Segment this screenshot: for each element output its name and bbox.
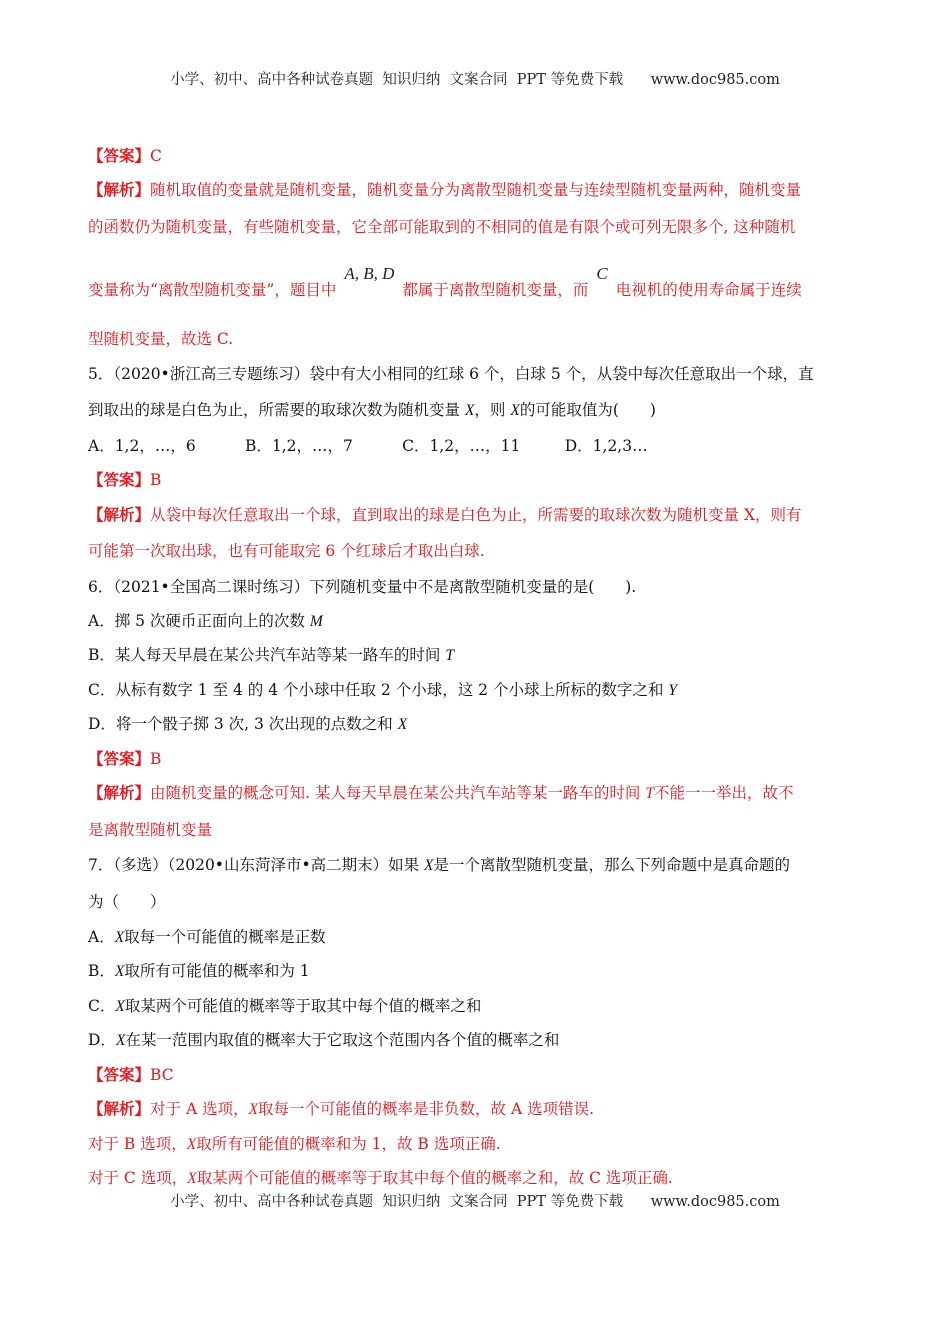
text-line (88, 399, 656, 422)
text-segment: 对于 B 选项， (88, 1135, 187, 1153)
section-label: 【解析】 (88, 783, 151, 802)
text-line (88, 748, 161, 770)
text-line (88, 854, 790, 877)
text-segment: 不能一一举出，故不 (653, 784, 794, 802)
text-segment: X (114, 929, 125, 946)
text-line (88, 891, 166, 913)
text-line (88, 179, 801, 201)
text-segment: ，则 (474, 401, 511, 419)
text-segment: 取每一个可能值的概率是正数 (124, 928, 326, 946)
text-segment: 5．（2020•浙江高三专题练习）袋中有大小相同的红球 6 个，白球 5 个，从袋中每次任意取出一个球，直 (88, 365, 814, 383)
text-line (88, 1167, 673, 1190)
text-segment: 都属于离散型随机变量，而 (402, 281, 589, 299)
text-line (88, 1133, 501, 1156)
text-line (88, 819, 212, 841)
section-label: 【答案】 (88, 1065, 151, 1084)
text-line (88, 679, 677, 702)
text-segment: 到取出的球是白色为止，所需要的取球次数为随机变量 (88, 401, 465, 419)
text-segment: 取某两个可能值的概率等于取其中每个值的概率之和 (124, 997, 482, 1015)
text-segment: C．从标有数字 1 至 4 的 4 个小球中任取 2 个小球，这 2 个小球上所标的数字之和 (88, 681, 669, 699)
text-segment: X (397, 716, 408, 733)
text-segment: A．1,2，…，6 B．1,2，…，7 C．1,2，…，11 D．1,2,3… (88, 437, 648, 455)
text-segment: C (150, 147, 162, 165)
text-segment: 随机取值的变量就是随机变量，随机变量分为离散型随机变量与连续型随机变量两种，随机变量 (150, 181, 802, 199)
section-label: 【答案】 (88, 146, 151, 165)
text-segment: 对于 A 选项， (150, 1100, 249, 1118)
text-line (88, 435, 648, 457)
text-line (88, 216, 795, 238)
text-segment: 取某两个可能值的概率等于取其中每个值的概率之和，故 C 选项正确. (196, 1169, 673, 1187)
text-line (88, 782, 793, 805)
text-segment: 可能第一次取出球，也有可能取完 6 个红球后才取出白球. (88, 542, 485, 560)
text-segment: D． (88, 1031, 116, 1049)
text-segment: A．掷 5 次硬币正面向上的次数 (88, 612, 310, 630)
text-segment: X (510, 402, 520, 419)
text-segment: 型随机变量，故选 C. (88, 330, 234, 348)
text-segment: 在某一范围内取值的概率大于它取这个范围内各个值的概率之和 (125, 1031, 560, 1049)
section-label: 【答案】 (88, 749, 151, 768)
text-line (88, 644, 454, 667)
text-segment: 的可能取值为( ) (519, 401, 656, 419)
math-expression: A, B, D (344, 264, 395, 283)
text-line (88, 926, 326, 949)
text-segment: T (445, 647, 454, 664)
text-segment: 是离散型随机变量 (88, 821, 213, 839)
text-line (88, 1098, 594, 1121)
text-segment: 对于 C 选项， (88, 1169, 188, 1187)
text-line (88, 145, 162, 167)
text-segment: 6．（2021•全国高二课时练习）下列随机变量中不是离散型随机变量的是( ). (88, 578, 637, 596)
text-segment: X (187, 1170, 197, 1187)
text-segment: 7．（多选）（2020•山东菏泽市•高二期末）如果 (88, 856, 425, 874)
text-segment: 电视机的使用寿命属于连续 (615, 281, 802, 299)
text-segment: 变量称为“离散型随机变量”，题目中 (88, 281, 337, 299)
text-segment: 取所有可能值的概率和为 1 (124, 962, 310, 980)
text-segment: X (115, 998, 125, 1015)
text-segment: B． (88, 962, 115, 980)
section-label: 【解析】 (88, 180, 151, 199)
text-segment: 是一个离散型随机变量，那么下列命题中是真命题的 (433, 856, 791, 874)
text-segment: T (645, 785, 654, 802)
text-line (88, 610, 323, 633)
text-segment: A． (88, 928, 115, 946)
text-line (88, 363, 814, 385)
math-expression: C (596, 264, 608, 283)
text-segment: 为（ ） (88, 893, 166, 911)
text-segment: X (186, 1136, 197, 1153)
text-segment: 取所有可能值的概率和为 1，故 B 选项正确. (196, 1135, 501, 1153)
text-segment: B (150, 750, 162, 768)
text-line (88, 504, 801, 526)
text-segment: X (114, 963, 125, 980)
section-label: 【解析】 (88, 505, 151, 524)
text-segment: D．将一个骰子掷 3 次, 3 次出现的点数之和 (88, 715, 398, 733)
section-label: 【答案】 (88, 470, 151, 489)
text-line (88, 713, 407, 736)
text-segment: Y (668, 682, 677, 699)
text-line (88, 960, 310, 983)
text-segment: X (248, 1101, 259, 1118)
page-header: 小学、初中、高中各种试卷真题 知识归纳 文案合同 PPT 等免费下载 www.doc985.com (170, 72, 780, 88)
text-line (88, 469, 161, 491)
text-segment: 取每一个可能值的概率是非负数，故 A 选项错误. (258, 1100, 595, 1118)
text-line (88, 1029, 559, 1052)
text-segment: M (309, 613, 323, 630)
text-line (88, 1064, 174, 1086)
text-segment: B (150, 471, 162, 489)
text-segment: C． (88, 997, 116, 1015)
page-footer: 小学、初中、高中各种试卷真题 知识归纳 文案合同 PPT 等免费下载 www.doc985.com (170, 1194, 780, 1210)
text-line (88, 995, 481, 1018)
text-segment: X (424, 857, 434, 874)
text-segment: B．某人每天早晨在某公共汽车站等某一路车的时间 (88, 646, 446, 664)
text-segment: 由随机变量的概念可知. 某人每天早晨在某公共汽车站等某一路车的时间 (150, 784, 646, 802)
text-segment: 从袋中每次任意取出一个球，直到取出的球是白色为止，所需要的取球次数为随机变量 X，则有 (150, 506, 802, 524)
text-segment: X (464, 402, 475, 419)
text-line (88, 576, 636, 598)
text-segment: BC (150, 1066, 174, 1084)
text-line (88, 264, 802, 301)
text-line (88, 328, 233, 350)
text-segment: X (115, 1032, 126, 1049)
text-segment: 的函数仍为随机变量，有些随机变量，它全部可能取到的不相同的值是有限个或可列无限多个, 这种随机 (88, 218, 796, 236)
text-line (88, 540, 485, 562)
section-label: 【解析】 (88, 1099, 151, 1118)
